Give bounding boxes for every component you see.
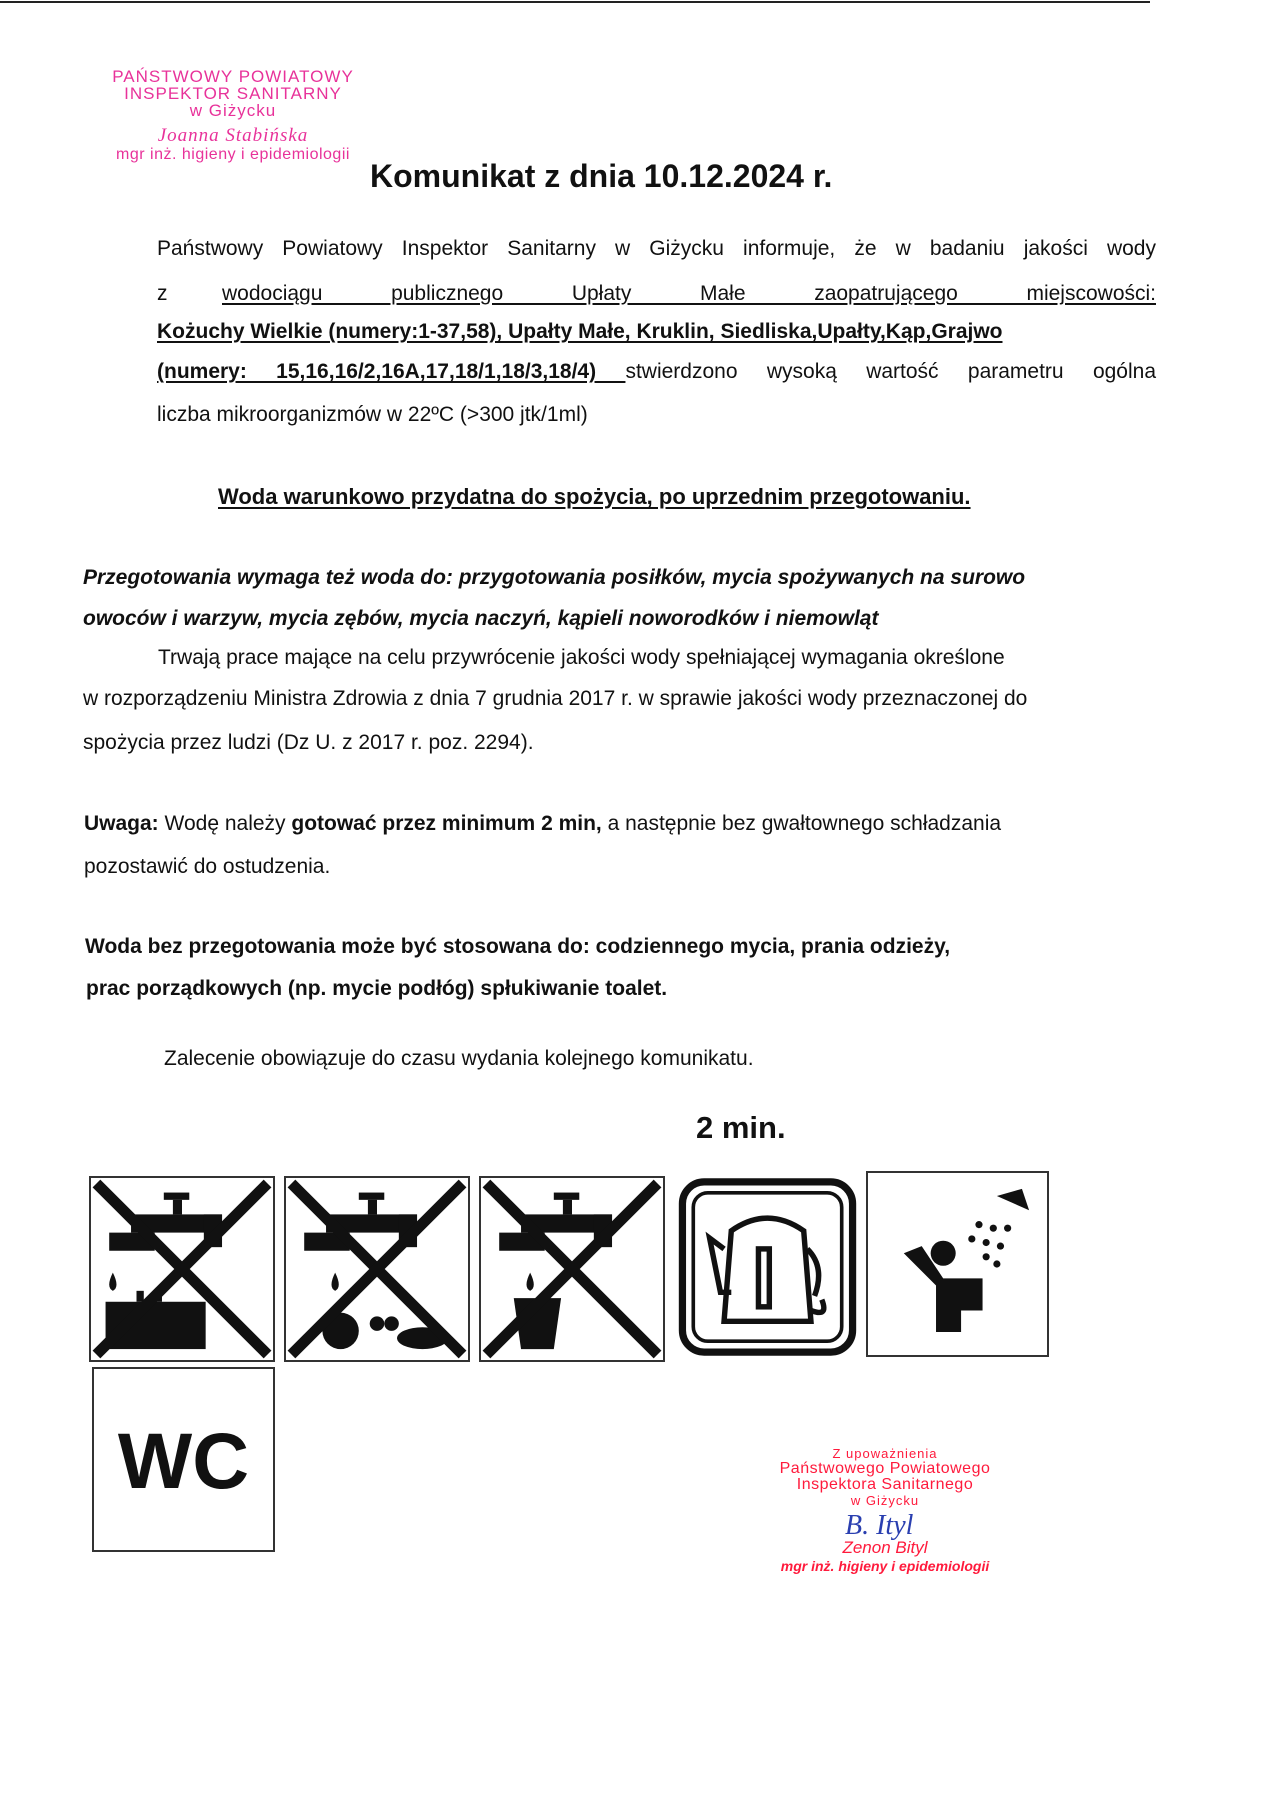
stamp-title: mgr inż. higieny i epidemiologii (780, 1558, 990, 1574)
inspector-stamp (88, 68, 378, 163)
stamp-title: mgr inż. higieny i epidemiologii (116, 146, 350, 163)
text: a następnie bez gwałtownego schładzania (601, 812, 1002, 835)
top-border-line (0, 1, 1150, 3)
text: wodociągu publicznego Upłaty Małe zaopatrującego miejscowości: (222, 282, 1156, 305)
localities-line: Kożuchy Wielkie (numery:1-37,58), Upałty Małe, Kruklin, Siedliska,Upałty,Kąp,Grajwo (157, 320, 1003, 343)
stamp-line: Z upoważnienia (832, 1446, 938, 1461)
boil-line: Przegotowania wymaga też woda do: przygotowania posiłków, mycia spożywanych na surowo (83, 566, 1026, 589)
no-tap-water-fruit-icon (284, 1176, 470, 1362)
main-heading: Woda warunkowo przydatna do spożycia, po uprzednim przegotowaniu. (218, 484, 971, 509)
kettle-boil-icon (677, 1174, 858, 1360)
text: Wodę należy (158, 812, 292, 835)
stamp-line: INSPEKTOR SANITARNY (124, 84, 342, 103)
stamp-name: Zenon Bityl (842, 1538, 928, 1557)
authorization-stamp (755, 1446, 1015, 1574)
stamp-line: Państwowego Powiatowego (779, 1460, 991, 1477)
wc-icon (92, 1367, 275, 1552)
text: z (157, 282, 168, 305)
boil-time-label: 2 min. (696, 1110, 786, 1145)
no-tap-water-drinking-icon (479, 1176, 665, 1362)
wc-label: WC (117, 1417, 250, 1506)
without-boil-line: Woda bez przegotowania może być stosowana do: codziennego mycia, prania odzieży, (85, 935, 951, 958)
boil-line: owoców i warzyw, mycia zębów, mycia naczyń, kąpieli noworodków i niemowląt (83, 607, 879, 630)
text: (numery: 15,16,16/2,16A,17,18/1,18/3,18/4) (157, 360, 626, 383)
text: Państwowy Powiatowy Inspektor Sanitarny w Giżycku informuje, że w badaniu jakości wody (157, 237, 1156, 260)
shower-icon (866, 1171, 1049, 1357)
stamp-line: w Giżycku (189, 101, 277, 120)
text: stwierdzono wysoką wartość parametru ogólna (625, 360, 1157, 383)
note-label: Uwaga: (84, 812, 159, 835)
intro-line (157, 236, 1156, 262)
text: gotować przez minimum 2 min, (291, 812, 602, 835)
note-line: pozostawić do ostudzenia. (84, 855, 331, 878)
page-title: Komunikat z dnia 10.12.2024 r. (370, 158, 833, 194)
works-line: Trwają prace mające na celu przywrócenie jakości wody spełniającej wymagania określone (158, 646, 1005, 669)
stamp-name: Joanna Stabińska (157, 125, 309, 146)
no-tap-water-cooking-icon (89, 1176, 275, 1362)
stamp-line: Inspektora Sanitarnego (796, 1476, 974, 1493)
stamp-line: w Giżycku (850, 1493, 920, 1508)
note-line (84, 811, 1001, 837)
intro-line (157, 359, 1156, 385)
intro-line: liczba mikroorganizmów w 22ºC (>300 jtk/1ml) (157, 403, 588, 426)
works-line: w rozporządzeniu Ministra Zdrowia z dnia 7 grudnia 2017 r. w sprawie jakości wody przeznaczonej do (83, 687, 1028, 710)
without-boil-line: prac porządkowych (np. mycie podłóg) spłukiwanie toalet. (86, 977, 668, 1000)
works-line: spożycia przez ludzi (Dz U. z 2017 r. poz. 2294). (83, 731, 534, 754)
validity-text: Zalecenie obowiązuje do czasu wydania kolejnego komunikatu. (164, 1047, 754, 1070)
handwritten-signature: B. Ityl (845, 1510, 914, 1541)
stamp-line: PAŃSTWOWY POWIATOWY (112, 67, 354, 86)
